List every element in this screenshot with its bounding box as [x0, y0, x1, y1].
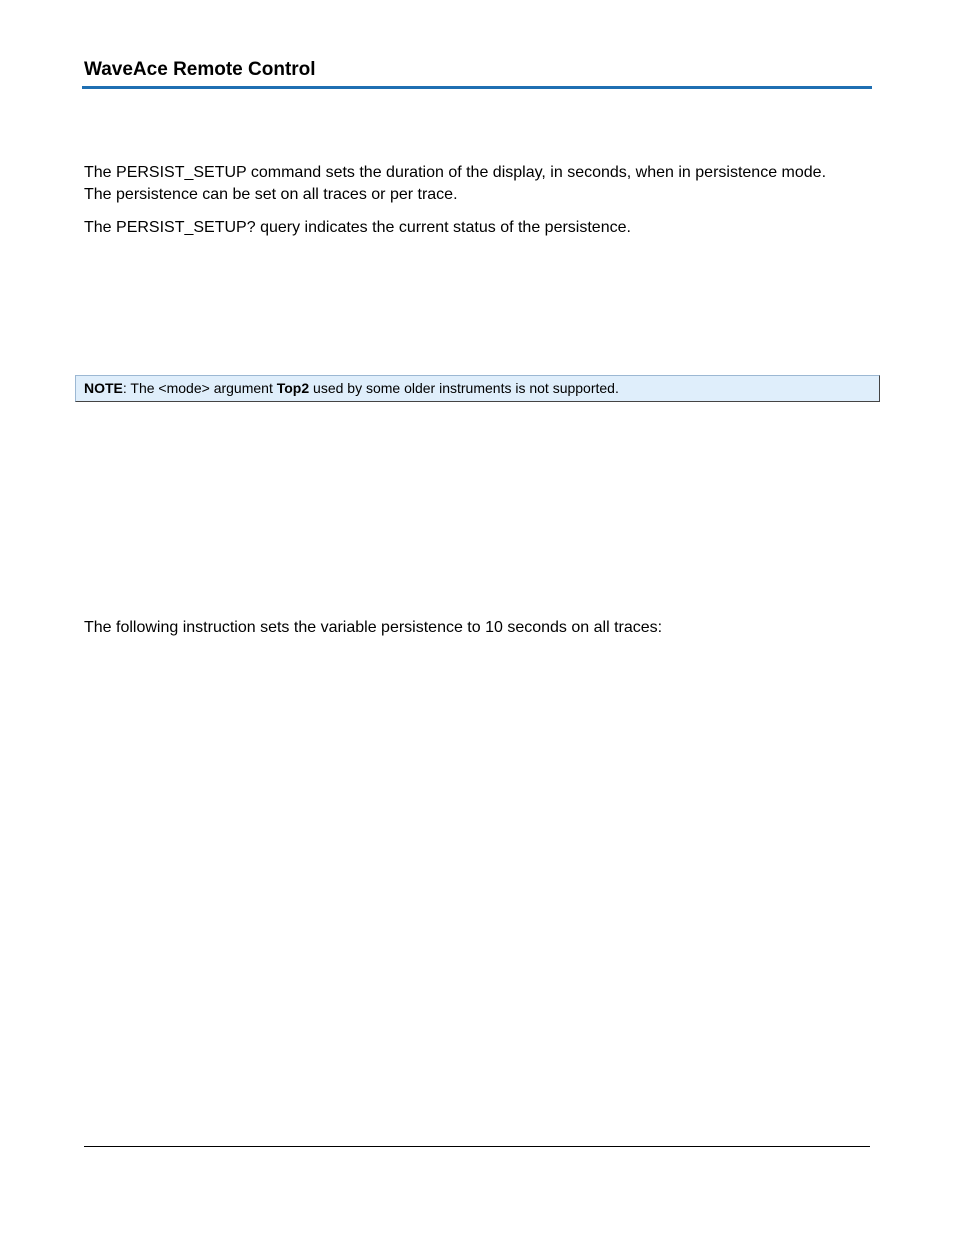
header-divider — [82, 86, 872, 89]
page-header-title: WaveAce Remote Control — [84, 59, 316, 80]
description-line-2: The persistence can be set on all traces or per trace. — [84, 186, 458, 203]
note-label: NOTE — [84, 380, 123, 396]
note-text — [84, 379, 619, 397]
description-paragraph — [84, 162, 826, 206]
example-paragraph: The following instruction sets the variable persistence to 10 seconds on all traces: — [84, 619, 663, 636]
note-box — [75, 375, 880, 402]
note-keyword: Top2 — [276, 380, 310, 396]
footer-divider — [84, 1146, 870, 1147]
description-line-1: The PERSIST_SETUP command sets the duration of the display, in seconds, when in persistence mode. — [84, 164, 827, 181]
note-text-b: used by some older instruments is not supported. — [309, 380, 619, 396]
query-paragraph: The PERSIST_SETUP? query indicates the current status of the persistence. — [84, 219, 631, 236]
note-text-a: : The <mode> argument — [122, 380, 277, 396]
